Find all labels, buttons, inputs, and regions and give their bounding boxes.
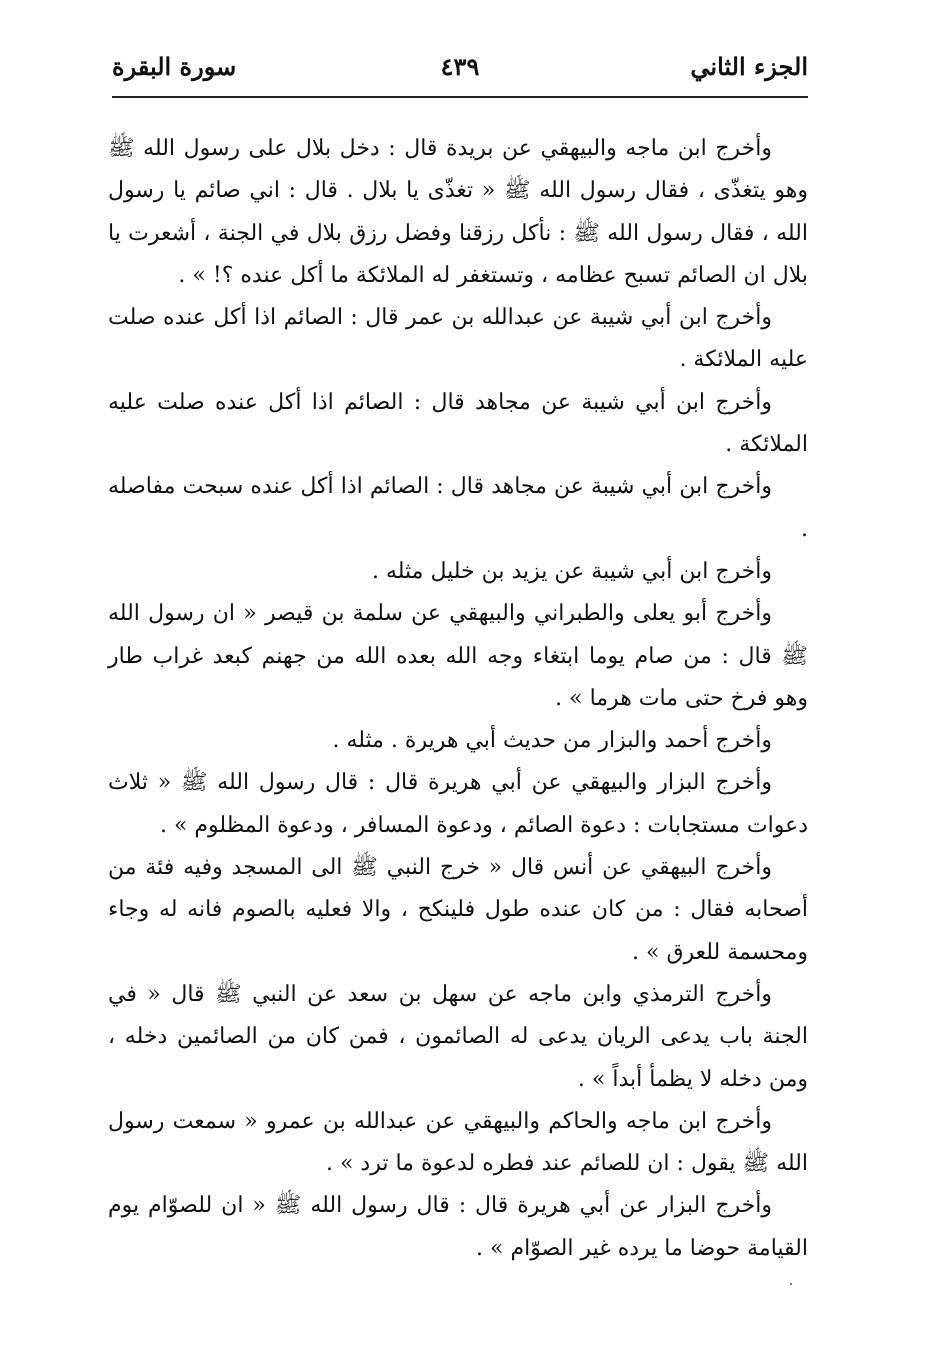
page-header: [112, 52, 808, 92]
page-body: [108, 128, 808, 1270]
paragraph-2: وأخرج ابن أبي شيبة عن عبدالله بن عمر قال : الصائم اذا أكل عنده صلت عليه الملائكة .: [108, 305, 808, 373]
surah-label: سورة البقرة: [112, 52, 237, 81]
part-label: الجزء الثاني: [690, 52, 808, 81]
paragraph-6: وأخرج أبو يعلى والطبراني والبيهقي عن سلمة بن قيصر « ان رسول الله ﷺ قال : من صام يوما ابتغاء وجه الله بعده الله من جهنم كبعد غراب طار وهو فرخ حتى مات هرما » .: [108, 601, 808, 711]
paragraph-4: وأخرج ابن أبي شيبة عن مجاهد قال : الصائم اذا أكل عنده سبحت مفاصله .: [108, 474, 808, 542]
paragraph-7: وأخرج أحمد والبزار من حديث أبي هريرة . مثله .: [332, 728, 772, 754]
header-rule: [112, 96, 808, 98]
paragraph-11: وأخرج ابن ماجه والحاكم والبيهقي عن عبدالله بن عمرو « سمعت رسول الله ﷺ يقول : ان للصائم عند فطره لدعوة ما ترد » .: [108, 1108, 808, 1177]
paragraph-5: وأخرج ابن أبي شيبة عن يزيد بن خليل مثله .: [371, 558, 772, 584]
paragraph-1: وأخرج ابن ماجه والبيهقي عن بريدة قال : دخل بلال على رسول الله ﷺ وهو يتغذّى ، فقال رسول الله ﷺ « تغذّى يا بلال . قال : اني صائم يا رسول الله ، فقال رسول الله ﷺ : نأكل رزقنا وفضل رزق بلال في الجنة ، أشعرت يا بلال ان الصائم تسبح عظامه ، وتستغفر له الملائكة ما أكل عنده ؟! » .: [108, 136, 808, 288]
page-number: ٤٣٩: [440, 52, 480, 81]
paragraph-9: وأخرج البيهقي عن أنس قال « خرج النبي ﷺ الى المسجد وفيه فئة من أصحابه فقال : من كان عنده طول فلينكح ، والا فعليه بالصوم فانه له وجاء ومحسمة للعرق » .: [108, 855, 808, 965]
paragraph-8: وأخرج البزار والبيهقي عن أبي هريرة قال : قال رسول الله ﷺ « ثلاث دعوات مستجابات : دعوة الصائم ، ودعوة المسافر ، ودعوة المظلوم » .: [108, 770, 808, 838]
paragraph-3: وأخرج ابن أبي شيبة عن مجاهد قال : الصائم اذا أكل عنده صلت عليه الملائكة .: [108, 389, 808, 458]
paragraph-10: وأخرج الترمذي وابن ماجه عن سهل بن سعد عن النبي ﷺ قال « في الجنة باب يدعى الريان يدعى له الصائمون ، فمن كان من الصائمين دخله ، ومن دخله لا يظمأ أبداً » .: [108, 981, 808, 1092]
scan-speck: [790, 1283, 792, 1285]
paragraph-12: وأخرج البزار عن أبي هريرة قال : قال رسول الله ﷺ « ان للصوّام يوم القيامة حوضا ما يرده غير الصوّام » .: [108, 1193, 808, 1261]
